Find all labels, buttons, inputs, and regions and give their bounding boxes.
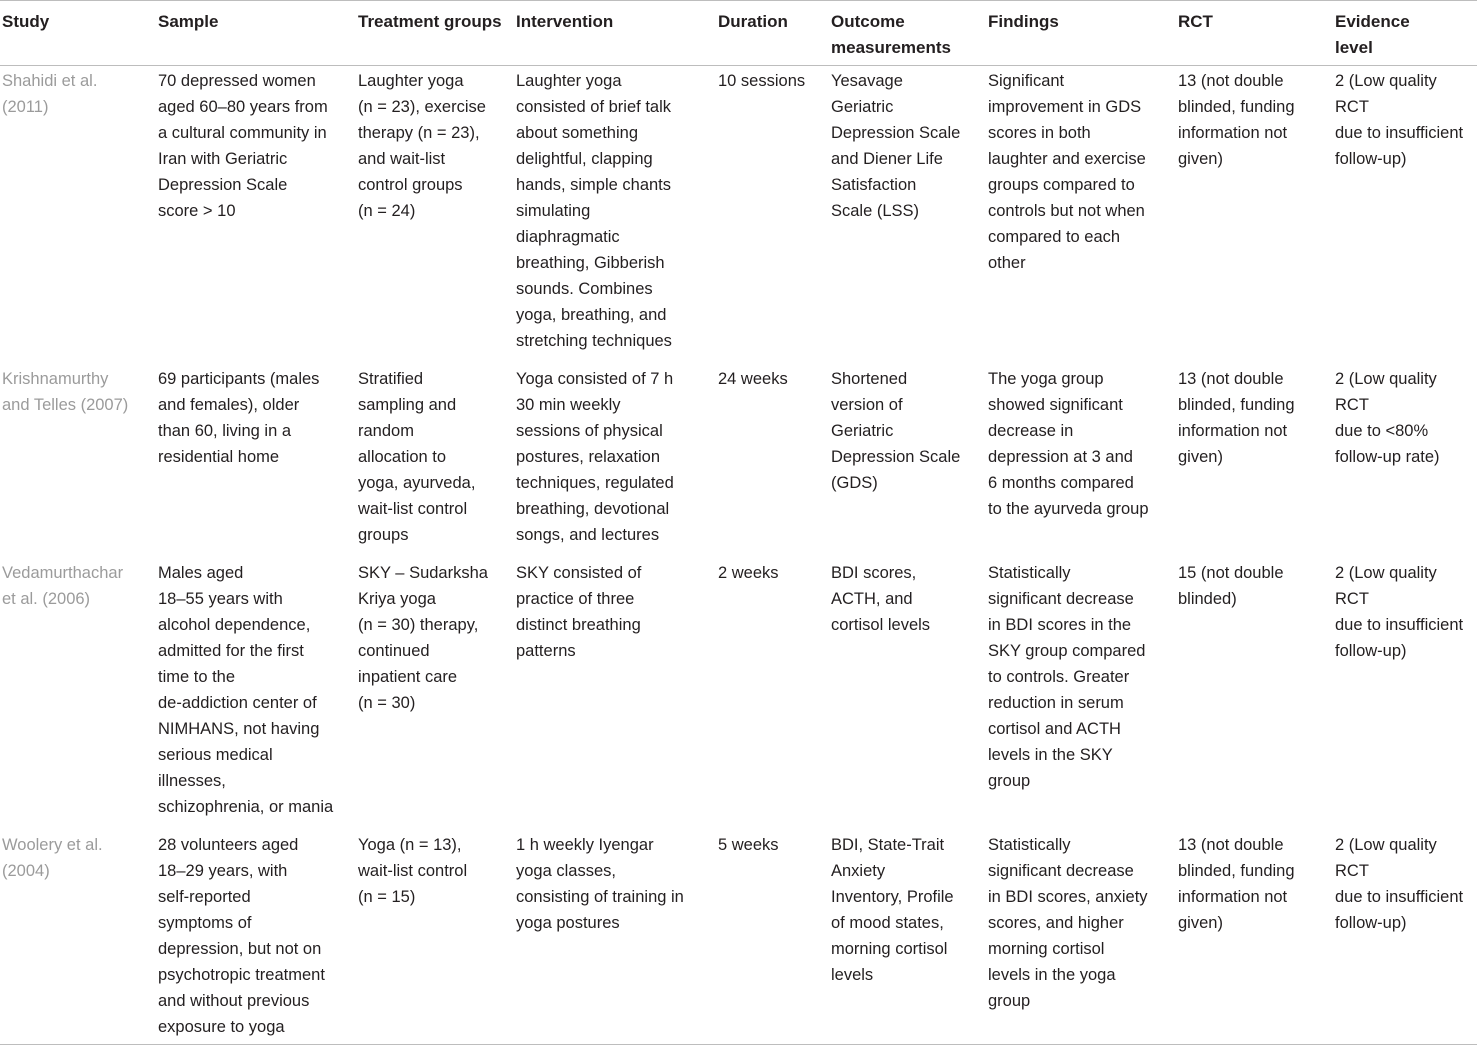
intervention-cell: 1 h weekly Iyengar yoga classes, consisting of training in yoga postures bbox=[516, 836, 684, 932]
study-citation[interactable]: Krishnamurthy and Telles (2007) bbox=[2, 370, 129, 414]
evidence-cell: 2 (Low quality RCT due to insufficient follow-up) bbox=[1335, 72, 1464, 168]
study-citation[interactable]: Shahidi et al. (2011) bbox=[2, 72, 98, 116]
table-row bbox=[0, 558, 1477, 830]
header-sample: Sample bbox=[156, 1, 356, 66]
evidence-cell: 2 (Low quality RCT due to <80% follow-up rate) bbox=[1335, 370, 1440, 466]
sample-cell: 70 depressed women aged 60–80 years from a cultural community in Iran with Geriatric Depression Scale score > 10 bbox=[158, 72, 328, 220]
duration-cell: 2 weeks bbox=[718, 564, 779, 582]
outcome-cell: BDI scores, ACTH, and cortisol levels bbox=[831, 564, 931, 634]
rct-cell: 13 (not double blinded, funding information not given) bbox=[1178, 370, 1295, 466]
findings-cell: Statistically significant decrease in BDI scores in the SKY group compared to controls. Greater reduction in serum cortisol and ACTH levels in the SKY group bbox=[988, 564, 1146, 790]
header-outcome-measurements: Outcome measurements bbox=[829, 1, 986, 66]
findings-cell: Significant improvement in GDS scores in both laughter and exercise groups compared to controls but not when compared to each other bbox=[988, 72, 1146, 272]
sample-cell: Males aged 18–55 years with alcohol dependence, admitted for the first time to the de-addiction center of NIMHANS, not having serious medical illnesses, schizophrenia, or mania bbox=[158, 564, 334, 816]
header-duration: Duration bbox=[716, 1, 829, 66]
table-header bbox=[0, 1, 1477, 66]
header-intervention: Intervention bbox=[514, 1, 716, 66]
study-citation[interactable]: Vedamurthachar et al. (2006) bbox=[2, 564, 124, 608]
study-citation[interactable]: Woolery et al. (2004) bbox=[2, 836, 103, 880]
findings-cell: The yoga group showed significant decrease in depression at 3 and 6 months compared to the ayurveda group bbox=[988, 370, 1149, 518]
evidence-cell: 2 (Low quality RCT due to insufficient follow-up) bbox=[1335, 564, 1464, 660]
rct-cell: 15 (not double blinded) bbox=[1178, 564, 1284, 608]
treatment-groups-cell: SKY – Sudarksha Kriya yoga (n = 30) therapy, continued inpatient care (n = 30) bbox=[358, 564, 488, 712]
header-evidence-level: Evidence level bbox=[1333, 1, 1477, 66]
rct-cell: 13 (not double blinded, funding information not given) bbox=[1178, 836, 1295, 932]
header-treatment-groups: Treatment groups bbox=[356, 1, 514, 66]
header-rct: RCT bbox=[1176, 1, 1333, 66]
intervention-cell: Laughter yoga consisted of brief talk about something delightful, clapping hands, simple chants simulating diaphragmatic breathing, Gibberish sounds. Combines yoga, breathing, and stretching techniques bbox=[516, 72, 672, 350]
intervention-cell: Yoga consisted of 7 h 30 min weekly sessions of physical postures, relaxation techniques, regulated breathing, devotional songs, and lectures bbox=[516, 370, 674, 544]
outcome-cell: Yesavage Geriatric Depression Scale and Diener Life Satisfaction Scale (LSS) bbox=[831, 72, 961, 220]
sample-cell: 69 participants (males and females), older than 60, living in a residential home bbox=[158, 370, 320, 466]
header-study: Study bbox=[0, 1, 156, 66]
table-row bbox=[0, 66, 1477, 365]
findings-cell: Statistically significant decrease in BDI scores, anxiety scores, and higher morning cortisol levels in the yoga group bbox=[988, 836, 1148, 1010]
duration-cell: 5 weeks bbox=[718, 836, 779, 854]
treatment-groups-cell: Stratified sampling and random allocation to yoga, ayurveda, wait-list control groups bbox=[358, 370, 476, 544]
sample-cell: 28 volunteers aged 18–29 years, with self-reported symptoms of depression, but not on psychotropic treatment and without previous exposure to yoga bbox=[158, 836, 325, 1036]
treatment-groups-cell: Yoga (n = 13), wait-list control (n = 15) bbox=[358, 836, 468, 906]
table-body bbox=[0, 66, 1477, 1045]
header-findings: Findings bbox=[986, 1, 1176, 66]
header-row bbox=[0, 1, 1477, 66]
evidence-cell: 2 (Low quality RCT due to insufficient follow-up) bbox=[1335, 836, 1464, 932]
rct-cell: 13 (not double blinded, funding information not given) bbox=[1178, 72, 1295, 168]
outcome-cell: BDI, State-Trait Anxiety Inventory, Profile of mood states, morning cortisol levels bbox=[831, 836, 954, 984]
outcome-cell: Shortened version of Geriatric Depression Scale (GDS) bbox=[831, 370, 961, 492]
treatment-groups-cell: Laughter yoga (n = 23), exercise therapy (n = 23), and wait-list control groups (n = 24) bbox=[358, 72, 486, 220]
duration-cell: 10 sessions bbox=[718, 72, 806, 90]
intervention-cell: SKY consisted of practice of three distinct breathing patterns bbox=[516, 564, 642, 660]
table-row bbox=[0, 364, 1477, 558]
duration-cell: 24 weeks bbox=[718, 370, 788, 388]
table-row bbox=[0, 830, 1477, 1045]
